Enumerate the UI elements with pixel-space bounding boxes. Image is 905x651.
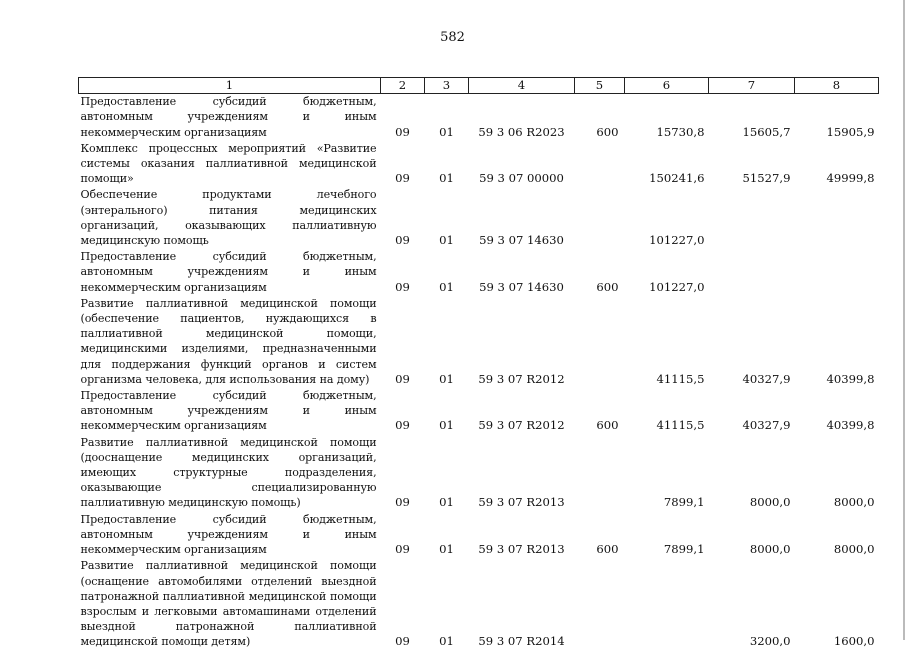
row-name-cell: Предоставление субсидий бюджетным, автономным учреждениям и иным некоммерческим организациям xyxy=(80,512,377,557)
row-value-cell: 600 xyxy=(596,542,619,557)
row-value-cell: 3200,0 xyxy=(749,634,791,649)
row-value-cell: 15605,7 xyxy=(742,124,791,139)
table-row xyxy=(79,558,879,650)
row-value-cell: 09 xyxy=(395,495,410,510)
row-value-cell xyxy=(575,141,625,188)
table-row xyxy=(79,94,879,141)
row-name-cell: Предоставление субсидий бюджетным, автономным учреждениям и иным некоммерческим организациям xyxy=(80,250,377,294)
row-value-cell: 600 xyxy=(596,418,619,433)
table-row xyxy=(79,249,879,296)
column-header: 7 xyxy=(709,78,795,94)
row-value-cell: 09 xyxy=(395,634,410,649)
row-value-cell: 01 xyxy=(439,124,454,139)
row-value-cell xyxy=(575,187,625,249)
row-value-cell xyxy=(709,249,795,296)
row-value-cell: 59 3 07 R2013 xyxy=(478,542,565,557)
row-value-cell: 15905,9 xyxy=(826,124,875,139)
row-value-cell: 40327,9 xyxy=(742,418,791,433)
row-value-cell xyxy=(575,558,625,650)
row-value-cell: 09 xyxy=(395,542,410,557)
table-row xyxy=(79,187,879,249)
row-value-cell: 01 xyxy=(439,371,454,386)
row-value-cell: 15730,8 xyxy=(656,124,705,139)
row-value-cell: 600 xyxy=(596,279,619,294)
row-value-cell: 09 xyxy=(395,418,410,433)
row-value-cell: 40399,8 xyxy=(826,371,875,386)
row-value-cell: 8000,0 xyxy=(749,495,791,510)
row-name-cell: Развитие паллиативной медицинской помощи (обеспечение пациентов, нуждающихся в паллиативной медицинской помощи, медицинскими изделиями, предназначенными для поддержания функций органов и систем организма человека, для использования на дому) xyxy=(80,296,377,386)
row-value-cell: 59 3 07 R2012 xyxy=(478,371,565,386)
row-value-cell xyxy=(795,187,879,249)
row-name-cell: Предоставление субсидий бюджетным, автономным учреждениям и иным некоммерческим организациям xyxy=(80,389,377,433)
row-value-cell: 59 3 07 R2012 xyxy=(478,418,565,433)
row-value-cell: 09 xyxy=(395,371,410,386)
row-value-cell: 8000,0 xyxy=(749,542,791,557)
row-value-cell: 49999,8 xyxy=(826,171,875,186)
row-value-cell: 01 xyxy=(439,418,454,433)
row-value-cell: 01 xyxy=(439,171,454,186)
column-header: 3 xyxy=(425,78,469,94)
row-name-cell: Предоставление субсидий бюджетным, автономным учреждениям и иным некоммерческим организациям xyxy=(80,95,377,139)
row-value-cell: 51527,9 xyxy=(742,171,791,186)
row-value-cell: 09 xyxy=(395,279,410,294)
row-value-cell xyxy=(575,296,625,388)
column-header: 4 xyxy=(469,78,575,94)
row-value-cell: 101227,0 xyxy=(649,279,705,294)
row-value-cell: 7899,1 xyxy=(663,495,705,510)
table-row xyxy=(79,512,879,559)
row-value-cell: 59 3 07 R2013 xyxy=(478,495,565,510)
row-value-cell xyxy=(795,249,879,296)
column-header: 1 xyxy=(79,78,381,94)
row-value-cell: 1600,0 xyxy=(833,634,875,649)
row-value-cell xyxy=(575,435,625,512)
table-row xyxy=(79,141,879,188)
row-value-cell: 01 xyxy=(439,495,454,510)
column-header: 5 xyxy=(575,78,625,94)
row-value-cell: 59 3 07 14630 xyxy=(479,233,564,248)
row-value-cell: 101227,0 xyxy=(649,233,705,248)
column-header: 2 xyxy=(381,78,425,94)
row-value-cell xyxy=(709,187,795,249)
row-value-cell: 09 xyxy=(395,124,410,139)
row-value-cell: 59 3 07 R2014 xyxy=(478,634,565,649)
row-value-cell: 01 xyxy=(439,542,454,557)
row-value-cell: 40327,9 xyxy=(742,371,791,386)
table-row xyxy=(79,388,879,435)
column-header: 8 xyxy=(795,78,879,94)
row-value-cell: 8000,0 xyxy=(833,495,875,510)
row-value-cell: 7899,1 xyxy=(663,542,705,557)
budget-table xyxy=(78,77,879,651)
page-number: 582 xyxy=(440,30,465,45)
table-header-row xyxy=(79,78,879,94)
row-value-cell: 40399,8 xyxy=(826,418,875,433)
row-name-cell: Комплекс процессных мероприятий «Развитие системы оказания паллиативной медицинской помощи» xyxy=(80,141,377,186)
row-value-cell: 59 3 07 00000 xyxy=(479,171,564,186)
row-value-cell: 09 xyxy=(395,171,410,186)
row-value-cell: 600 xyxy=(596,124,619,139)
row-name-cell: Обеспечение продуктами лечебного (энтерального) питания медицинских организаций, оказывающих паллиативную медицинскую помощь xyxy=(80,188,377,248)
row-value-cell: 41115,5 xyxy=(656,371,705,386)
row-value-cell xyxy=(625,558,709,650)
row-value-cell: 150241,6 xyxy=(649,171,705,186)
row-name-cell: Развитие паллиативной медицинской помощи (дооснащение медицинских организаций, имеющих структурные подразделения, оказывающие специализированную паллиативную медицинскую помощь) xyxy=(80,435,377,510)
table-row xyxy=(79,435,879,512)
row-value-cell: 01 xyxy=(439,279,454,294)
row-value-cell: 09 xyxy=(395,233,410,248)
row-value-cell: 59 3 07 14630 xyxy=(479,279,564,294)
row-value-cell: 01 xyxy=(439,233,454,248)
row-name-cell: Развитие паллиативной медицинской помощи (оснащение автомобилями отделений выездной патронажной паллиативной медицинской помощи взрослым и легковыми автомашинами отделений выездной патронажной паллиативной медицинской помощи детям) xyxy=(80,559,377,649)
row-value-cell: 8000,0 xyxy=(833,542,875,557)
table-row xyxy=(79,296,879,388)
row-value-cell: 01 xyxy=(439,634,454,649)
row-value-cell: 59 3 06 R2023 xyxy=(478,124,565,139)
row-value-cell: 41115,5 xyxy=(656,418,705,433)
column-header: 6 xyxy=(625,78,709,94)
